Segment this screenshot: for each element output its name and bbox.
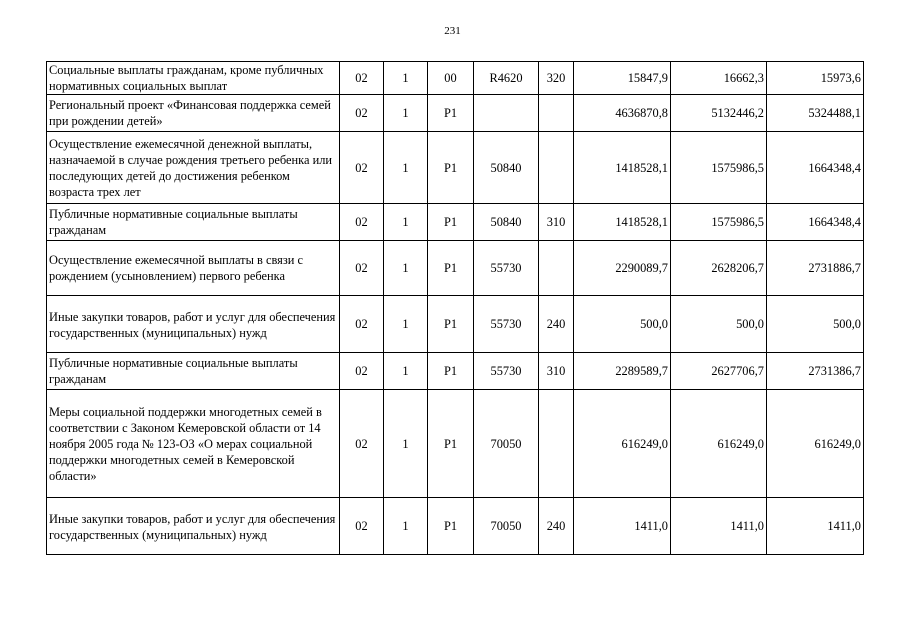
- row-subsection: 1: [384, 353, 428, 390]
- row-program: P1: [428, 204, 474, 241]
- row-value-1: 1411,0: [574, 498, 671, 555]
- row-value-2: 500,0: [671, 296, 767, 353]
- row-value-1: 2289589,7: [574, 353, 671, 390]
- row-name: Осуществление ежемесячной выплаты в связи с рождением (усыновлением) первого ребенка: [47, 241, 340, 296]
- row-value-3: 2731886,7: [767, 241, 864, 296]
- row-program: P1: [428, 353, 474, 390]
- row-value-1: 4636870,8: [574, 95, 671, 132]
- row-subsection: 1: [384, 95, 428, 132]
- row-expense-type: [539, 241, 574, 296]
- row-section: 02: [340, 353, 384, 390]
- row-value-2: 2627706,7: [671, 353, 767, 390]
- row-value-1: 1418528,1: [574, 132, 671, 204]
- row-expense-type: 240: [539, 296, 574, 353]
- row-name: Иные закупки товаров, работ и услуг для обеспечения государственных (муниципальных) нужд: [47, 296, 340, 353]
- row-target-code: 55730: [474, 296, 539, 353]
- row-target-code: 70050: [474, 390, 539, 498]
- row-value-3: 2731386,7: [767, 353, 864, 390]
- row-program: P1: [428, 95, 474, 132]
- row-value-2: 616249,0: [671, 390, 767, 498]
- row-value-2: 2628206,7: [671, 241, 767, 296]
- row-section: 02: [340, 132, 384, 204]
- row-value-3: 500,0: [767, 296, 864, 353]
- row-section: 02: [340, 390, 384, 498]
- row-expense-type: [539, 390, 574, 498]
- row-value-3: 616249,0: [767, 390, 864, 498]
- row-value-2: 16662,3: [671, 62, 767, 95]
- table-row: [47, 296, 864, 353]
- row-value-2: 1411,0: [671, 498, 767, 555]
- row-name: Публичные нормативные социальные выплаты гражданам: [47, 353, 340, 390]
- row-expense-type: 310: [539, 204, 574, 241]
- row-target-code: 55730: [474, 353, 539, 390]
- row-program: P1: [428, 498, 474, 555]
- row-program: 00: [428, 62, 474, 95]
- row-expense-type: [539, 95, 574, 132]
- table-row: [47, 132, 864, 204]
- row-subsection: 1: [384, 204, 428, 241]
- row-subsection: 1: [384, 390, 428, 498]
- row-section: 02: [340, 62, 384, 95]
- row-value-1: 15847,9: [574, 62, 671, 95]
- row-expense-type: 310: [539, 353, 574, 390]
- row-value-2: 1575986,5: [671, 204, 767, 241]
- row-name: Иные закупки товаров, работ и услуг для обеспечения государственных (муниципальных) нужд: [47, 498, 340, 555]
- table-row: [47, 62, 864, 95]
- row-target-code: 50840: [474, 204, 539, 241]
- row-subsection: 1: [384, 498, 428, 555]
- row-expense-type: 320: [539, 62, 574, 95]
- row-value-3: 15973,6: [767, 62, 864, 95]
- table-row: [47, 204, 864, 241]
- row-name: Публичные нормативные социальные выплаты гражданам: [47, 204, 340, 241]
- row-program: P1: [428, 390, 474, 498]
- row-target-code: 70050: [474, 498, 539, 555]
- row-program: P1: [428, 241, 474, 296]
- row-value-2: 1575986,5: [671, 132, 767, 204]
- row-subsection: 1: [384, 132, 428, 204]
- row-target-code: R4620: [474, 62, 539, 95]
- row-program: P1: [428, 132, 474, 204]
- table-row: [47, 498, 864, 555]
- row-target-code: 50840: [474, 132, 539, 204]
- row-section: 02: [340, 95, 384, 132]
- row-section: 02: [340, 296, 384, 353]
- row-value-2: 5132446,2: [671, 95, 767, 132]
- row-name: Региональный проект «Финансовая поддержка семей при рождении детей»: [47, 95, 340, 132]
- row-program: P1: [428, 296, 474, 353]
- row-subsection: 1: [384, 296, 428, 353]
- row-subsection: 1: [384, 62, 428, 95]
- row-section: 02: [340, 204, 384, 241]
- row-name: Социальные выплаты гражданам, кроме публичных нормативных социальных выплат: [47, 62, 340, 95]
- row-value-3: 5324488,1: [767, 95, 864, 132]
- row-expense-type: [539, 132, 574, 204]
- table-row: [47, 241, 864, 296]
- table-row: [47, 390, 864, 498]
- row-value-3: 1411,0: [767, 498, 864, 555]
- row-section: 02: [340, 241, 384, 296]
- budget-table: [46, 61, 864, 555]
- page-number: 231: [444, 25, 461, 37]
- row-name: Осуществление ежемесячной денежной выплаты, назначаемой в случае рождения третьего ребенка или последующих детей до достижения ребенком возраста трех лет: [47, 132, 340, 204]
- row-value-1: 616249,0: [574, 390, 671, 498]
- row-value-3: 1664348,4: [767, 204, 864, 241]
- row-value-3: 1664348,4: [767, 132, 864, 204]
- row-value-1: 2290089,7: [574, 241, 671, 296]
- table-row: [47, 353, 864, 390]
- table-row: [47, 95, 864, 132]
- row-value-1: 500,0: [574, 296, 671, 353]
- row-value-1: 1418528,1: [574, 204, 671, 241]
- row-target-code: 55730: [474, 241, 539, 296]
- row-name: Меры социальной поддержки многодетных семей в соответствии с Законом Кемеровской области от 14 ноября 2005 года № 123-ОЗ «О мерах социальной поддержки многодетных семей в Кемеровской области»: [47, 390, 340, 498]
- row-section: 02: [340, 498, 384, 555]
- row-subsection: 1: [384, 241, 428, 296]
- row-target-code: [474, 95, 539, 132]
- row-expense-type: 240: [539, 498, 574, 555]
